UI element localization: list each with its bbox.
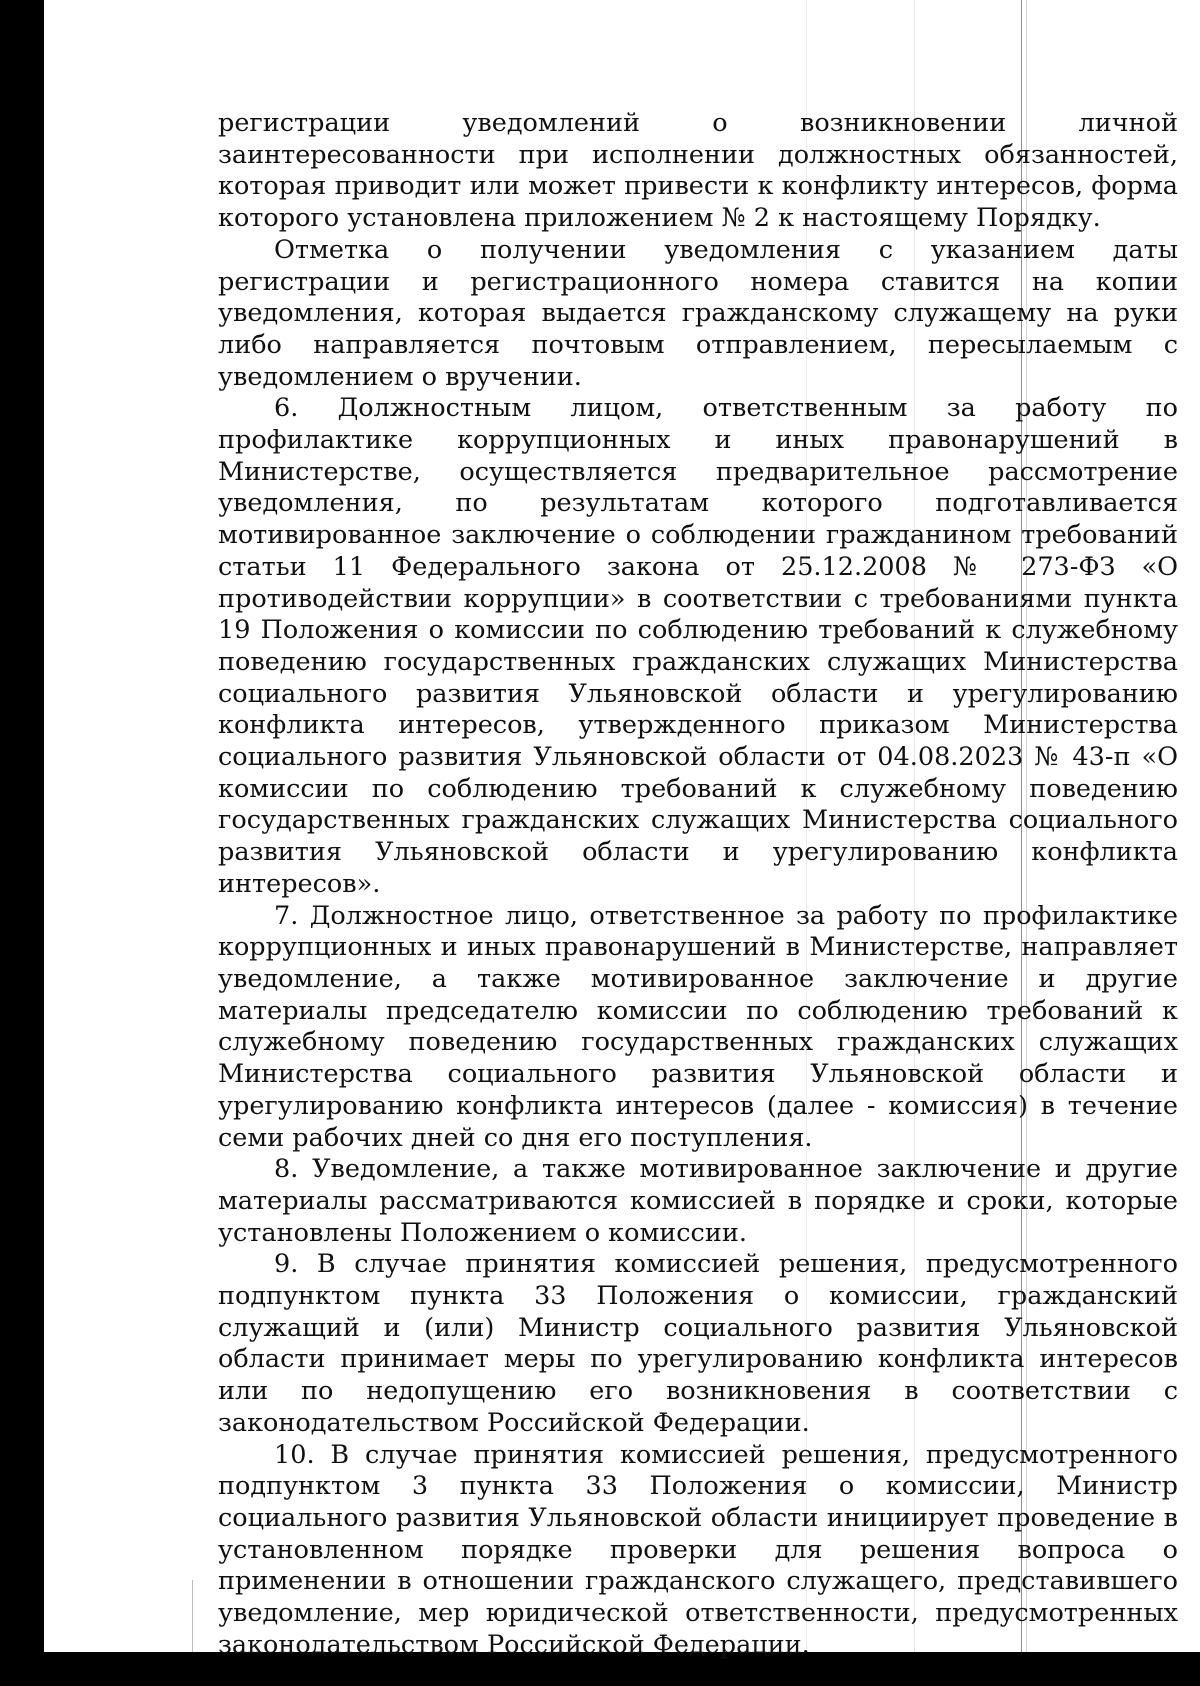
paragraph-continuation: регистрации уведомлений о возникновении личной заинтересованности при исполнении должностных обязанностей, которая приводит или может привести к конфликту интересов, форма которого установлена приложением № 2 к настоящему Порядку. [218,108,1178,234]
paragraph-item-7: 7. Должностное лицо, ответственное за работу по профилактике коррупционных и иных правонарушений в Министерстве, направляет уведомление, а также мотивированное заключение и другие материалы председателю комиссии по соблюдению требований к служебному поведению государственных гражданских служащих Министерства социального развития Ульяновской области и урегулированию конфликта интересов (далее - комиссия) в течение семи рабочих дней со дня его поступления. [218,900,1178,1153]
paragraph-item-10: 10. В случае принятия комиссией решения, предусмотренного подпунктом 3 пункта 33 Положения о комиссии, Министр социального развития Ульяновской области инициирует проведение в установленном порядке проверки для решения вопроса о применении в отношении гражданского служащего, представившего уведомление, мер юридической ответственности, предусмотренных законодательством Российской Федерации. [218,1439,1178,1660]
document-page-body [218,108,1178,1661]
scan-streak [192,1580,193,1652]
paragraph-mark-of-receipt: Отметка о получении уведомления с указанием даты регистрации и регистрационного номера ставится на копии уведомления, которая выдается гражданскому служащему на руки либо направляется почтовым отправлением, пересылаемым с уведомлением о вручении. [218,234,1178,392]
paragraph-item-9: 9. В случае принятия комиссией решения, предусмотренного подпунктом пункта 33 Положения о комиссии, гражданский служащий и (или) Министр социального развития Ульяновской области принимает меры по урегулированию конфликта интересов или по недопущению его возникновения в соответствии с законодательством Российской Федерации. [218,1249,1178,1438]
scan-edge-left [0,0,44,1686]
paragraph-item-6: 6. Должностным лицом, ответственным за работу по профилактике коррупционных и иных правонарушений в Министерстве, осуществляется предварительное рассмотрение уведомления, по результатам которого подготавливается мотивированное заключение о соблюдении гражданином требований статьи 11 Федерального закона от 25.12.2008 № 273-ФЗ «О противодействии коррупции» в соответствии с требованиями пункта 19 Положения о комиссии по соблюдению требований к служебному поведению государственных гражданских служащих Министерства социального развития Ульяновской области и урегулированию конфликта интересов, утвержденного приказом Министерства социального развития Ульяновской области от 04.08.2023 № 43-п «О комиссии по соблюдению требований к служебному поведению государственных гражданских служащих Министерства социального развития Ульяновской области и урегулированию конфликта интересов». [218,393,1178,899]
paragraph-item-8: 8. Уведомление, а также мотивированное заключение и другие материалы рассматриваются комиссией в порядке и сроки, которые установлены Положением о комиссии. [218,1154,1178,1248]
